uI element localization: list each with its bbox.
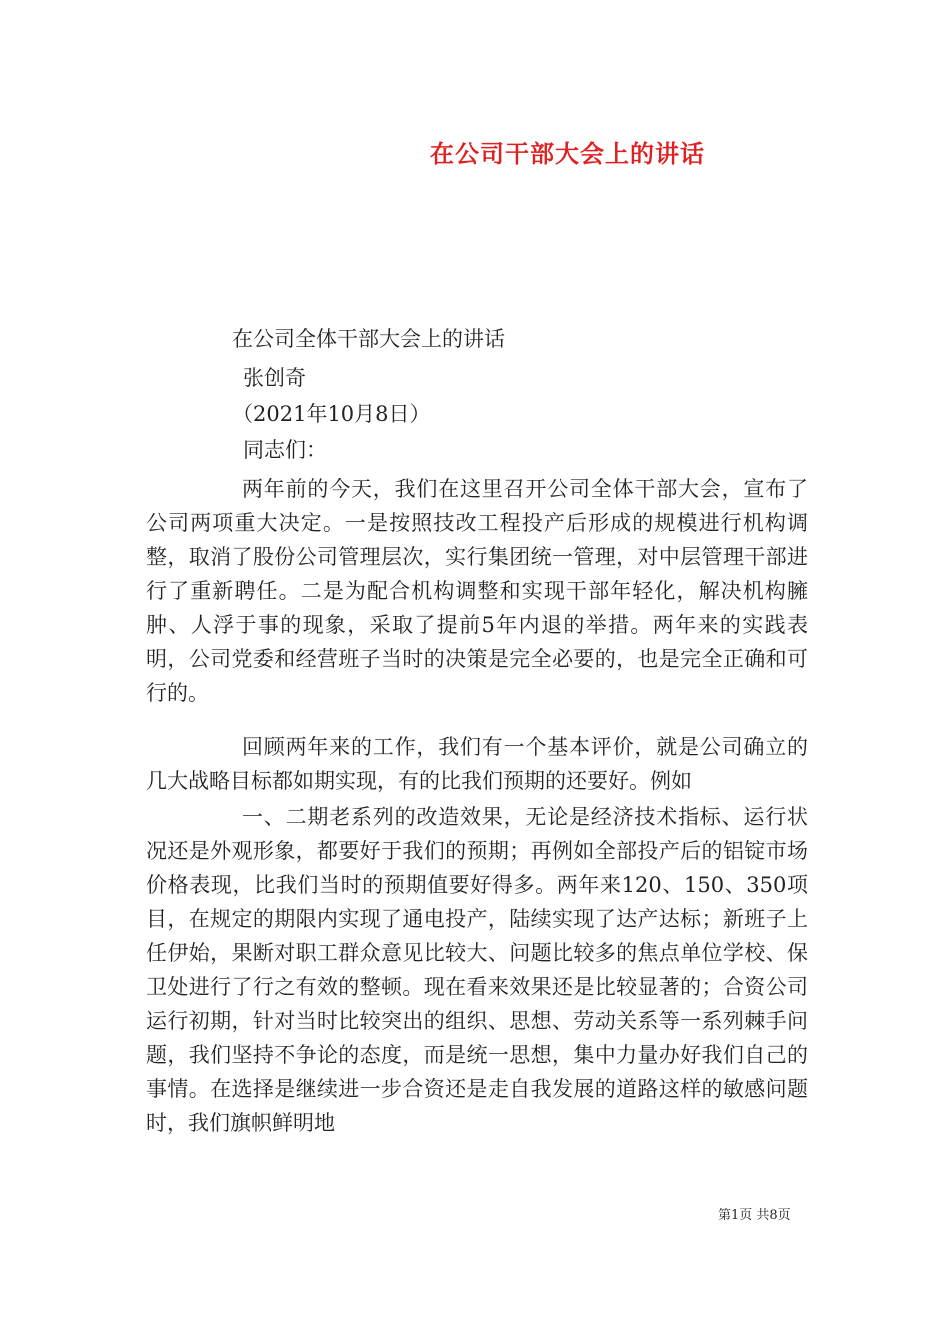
paragraph: 一、二期老系列的改造效果，无论是经济技术指标、运行状况还是外观形象，都要好于我们的预期；再例如全部投产后的铝锭市场价格表现，比我们当时的预期值要好得多。两年来120、150、350项目，在规定的期限内实现了通电投产，陆续实现了达产达标；新班子上任伊始，果断对职工群众意见比较大、问题比较多的焦点单位学校、保卫处进行了行之有效的整顿。现在看来效果还是比较显著的；合资公司运行初期，针对当时比较突出的组织、思想、劳动关系等一系列棘手问题，我们坚持不争论的态度，而是统一思想，集中力量办好我们自己的事情。在选择是继续进一步合资还是走自我发展的道路这样的敏感问题时，我们旗帜鲜明地 bbox=[146, 805, 808, 1135]
paragraph: 两年前的今天，我们在这里召开公司全体干部大会，宣布了公司两项重大决定。一是按照技改工程投产后形成的规模进行机构调整，取消了股份公司管理层次，实行集团统一管理，对中层管理干部进行了重新聘任。二是为配合机构调整和实现干部年轻化，解决机构臃肿、人浮于事的现象，采取了提前5年内退的举措。两年来的实践表明，公司党委和经营班子当时的决策是完全必要的，也是完全正确和可行的。 bbox=[146, 477, 808, 705]
paragraph: 回顾两年来的工作，我们有一个基本评价，就是公司确立的几大战略目标都如期实现，有的比我们预期的还要好。例如 bbox=[146, 735, 808, 793]
speech-salutation: 同志们： bbox=[243, 438, 327, 462]
speech-subtitle: 在公司全体干部大会上的讲话 bbox=[232, 327, 505, 351]
speech-author: 张创奇 bbox=[243, 366, 306, 390]
document-title: 在公司干部大会上的讲话 bbox=[430, 140, 705, 168]
speech-date: （2021年10月8日） bbox=[232, 402, 431, 426]
page-number: 第1页 共8页 bbox=[718, 1208, 791, 1223]
